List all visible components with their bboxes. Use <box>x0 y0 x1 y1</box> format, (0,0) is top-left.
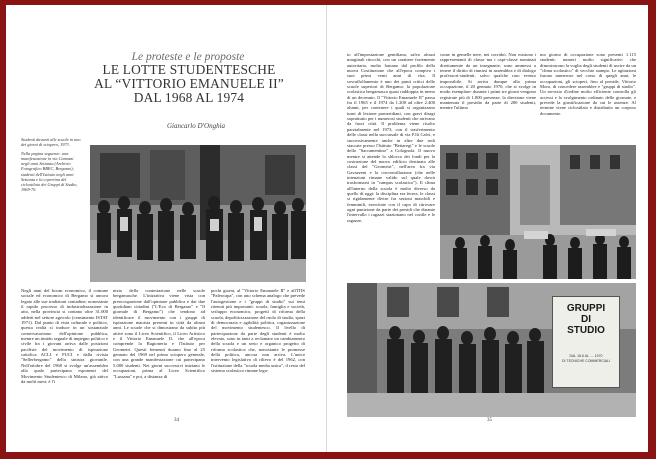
sign-title-3: STUDIO <box>567 325 605 336</box>
right-page <box>327 5 648 452</box>
students-photo-left <box>90 145 306 282</box>
column-6: mo giorno di occupazione sono presenti 1.115 studenti; numeri molto significativi che dimostrarono la voglia degli studenti di uscire da un "clima scolastico" di vecchio stampo. Le agitazioni furono numerose nel corso di quegli anni, le occupazioni, gli scioperi, fino al preside, Vittorio Moro, di concedere assemblee e "gruppi di studio". Un servizio d'ordine molto efficiente controlla gli accessi e lo svolgimento ordinato delle giornate, e prevede la giustificazione da cui le assenze. Al termine viene ciclostilato e distribuito un corposo documento <box>540 52 636 116</box>
page-number-left: 34 <box>174 418 179 423</box>
headline-line-2: AL “VITTORIO EMANUELE II” <box>94 76 284 91</box>
column-3: pochi giorni, al "Vittorio Emanuele II" e all'ITIS "Paleocapa", con uno schema analogo che prevede l'autogestione e i "gruppi di studio" sui temi ritenuti più importanti: scuola, famiglia e società, sviluppo economico, progetti di riforma della scuola, depoliticizzazione del ruolo di studio, spazi di democrazia e agibilità politica, organizzazione del movimento studentesco. Il livello di partecipazione da parte degli studenti è molto elevato, sono in tanti a reclamare un cambiamento della scuola e un serio e organico progetto di riforma scolastica che, nonostante le promesse della politica, ancora non arriva. L'unico intervento legislativo di rilievo è del 1962, con l'istituzione della "scuola media unica", il resto del sistema scolastico rimane lega- <box>211 288 305 374</box>
photo-captions <box>21 137 83 196</box>
sign-title-1: GRUPPI <box>566 303 606 314</box>
demonstration-photo <box>440 145 636 279</box>
magazine-spread <box>6 5 648 452</box>
sign-title-2: DI <box>581 314 591 325</box>
sign-detail-1: DAL 16.6 AL .... 1970 <box>569 354 603 358</box>
column-4: to all'impostazione gentiliana, salvo alcuni marginali ritocchi, con un carattere fortemente autoritario, molto lontano dal profilo della nuova Costituzione che all'epoca compiva i suoi primi venti anni di vita. Il sovraffollamento è uno dei punti critici delle scuole superiori di Bergamo: la popolazione scolastica bergamasca quasi raddoppia in meno di un decennio. Il "Vittorio Emanuele II" passa fra il 1965 e il 1974 da 1.200 ad oltre 2.400 alunni, per contenere i quali si organizzano turni di lezione pomeridiani, con gravi disagi soprattutto per i numerosi studenti che arrivano da fuori città. Il problema viene risolto parzialmente nel 1973, con il trasferimento delle classi nella succursale di via F.lli Calvi, e successivamente anche in altre due sedi staccate presso l'Istituto "Bettaregi" e le scuole dello "Sacramentino" a Colognola. Il nuovo mentre si attende lo sblocco dei fondi per la costruzione del nuovo edificio destinato alle classi del "Geometri", nell'area fra via Gavazzeni e la circonvallazione (che nelle intenzioni rimane valido sul quale dovrà trasformarsi in "campus scolastico"). Il clima all'interno della scuola è molto diverso da quello di oggi: la disciplina era ferrea, le classi si rigidamente divise fra sezioni maschili e femminili, esercitate con il capo di ritrovare ogni punizione da parte dei presidi che durante l'intervallo i ragazzi stazionano nel cortile e le ragazze, <box>347 52 435 223</box>
headline-line-3: DAL 1968 AL 1974 <box>133 90 245 105</box>
column-2: nizio della contestazione nelle scuole bergamasche. L'iniziativa viene vista con preoccupazione dall'opinione pubblica e dai due quotidiani cittadini ("L'Eco di Bergamo" e "Il giornale di Bergamo") che tendono ad identificare il movimento con i gruppi di ispirazione maoista presenti in città da alcuni anni. Le scuole che si dimostrano da subito più attive sono il Liceo Scientifico, il Liceo Artistico e il Vittorio Emanuele II, che all'epoca comprende la Ragioneria e l'Istituto per Geometri. Questi fermenti durano fino al 25 gennaio del 1969 nel primo sciopero generale, con una grande manifestazione cui partecipano 5.000 studenti. Nei giorni successivi iniziano le occupazioni, prima al Liceo Scientifico "Lussana" e poi, a distanza di <box>113 288 205 379</box>
caption-2: Nella pagina seguente: una manifestazione in via Camozzi negli anni Settanta (Archivio Fotografico BBEC, Bergamo); studenti dell'Istituto negli anni Settanta e la copertina del ciclostilato dei Gruppi di Studio, 1969-70. <box>21 151 78 192</box>
gruppi-di-studio-sign <box>552 296 620 388</box>
page-number-right: 35 <box>487 418 492 423</box>
article-kicker: Le proteste e le proposte <box>131 51 245 63</box>
caption-1: Studenti davanti alle scuole in uno dei giorni di sciopero, 1973. <box>21 137 81 148</box>
headline-line-1: LE LOTTE STUDENTESCHE <box>102 62 276 77</box>
left-page <box>6 5 327 452</box>
column-5: come in gemelle nere, nei corridoi. Non esistono i rappresentanti di classe ma i capi-classe nominati direttamente da un insegnante, sono ammessi a tenere il diritto di riunirsi in assemblea e di dialogo professori-studenti, salvo qualche raro evento impossibile. Si arriva dunque alla prima occupazione, il 20 gennaio 1970, che si svolge in modo esemplare: durante i primi tre giorni vengono registrate più di 1.000 presenze, la direzione viene mantenuta il presidio da parte di 200 studenti, mentre l'ultimo <box>440 52 536 111</box>
article-headline <box>76 63 302 105</box>
sign-detail-2: DI TECNICHE COMMERCIALI <box>562 358 610 363</box>
article-byline: Giancarlo D'Onghia <box>166 122 226 130</box>
column-1: Negli anni del boom economico, il comune sociale ed economico di Bergamo si ancora legato alle sue tradizioni contadine; nonostante il rapido processo di industrializzazione in atto, nella provincia si contano oltre 31.000 addetti nel settore agricolo (censimento ISTAT 1971). Dal punto di vista culturale e politico, questa realtà si traduce in un sostanziale conservatorismo dell'opinione pubblica, mentre un timido segnale di impegno politico e civile fra i giovani arriva dalle posizioni pacifiste del movimento di ispirazione cattolica ACLI e FUCI e dalla rivista "Sellerbergamo" della sinistra giovanile. Nell'ottobre del 1968 si svolge un'assemblea alla quale partecipano esponenti del Movimento Studentesco di Milano, già attivo da molti mesi: è l'i <box>21 288 108 384</box>
